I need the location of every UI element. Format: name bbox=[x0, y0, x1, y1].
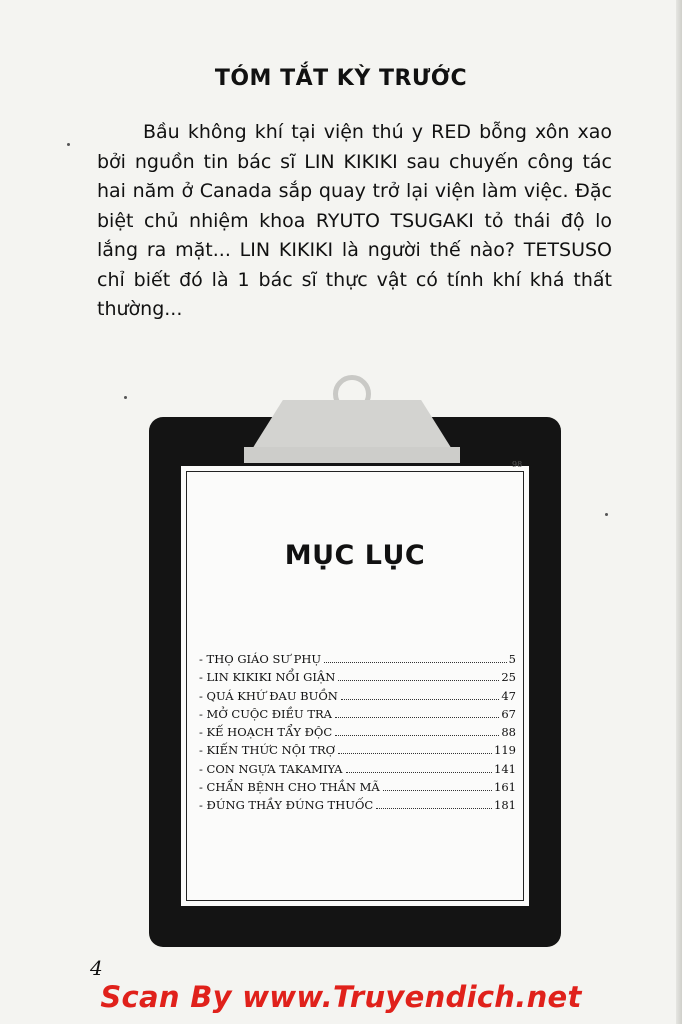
toc-item bbox=[199, 670, 516, 688]
toc-leader bbox=[346, 772, 493, 773]
toc-leader bbox=[383, 790, 492, 791]
toc-item-label: - KIẾN THỨC NỘI TRỢ bbox=[199, 743, 336, 758]
toc-leader bbox=[335, 717, 499, 718]
summary-text: Bầu không khí tại viện thú y RED bỗng xôn xao bởi nguồn tin bác sĩ LIN KIKIKI sau chuyến công tác hai năm ở Canada sắp quay trở lại viện làm việc. Đặc biệt chủ nhiệm khoa RYUTO TSUGAKI tỏ thái độ lo lắng ra mặt... LIN KIKIKI là người thế nào? TETSUSO chỉ biết đó là 1 bác sĩ thực vật có tính khí khá thất thường... bbox=[97, 121, 612, 320]
toc-item-page: 161 bbox=[494, 780, 516, 795]
toc-item-label: - MỞ CUỘC ĐIỀU TRA bbox=[199, 706, 332, 721]
toc-item-label: - ĐÚNG THẦY ĐÚNG THUỐC bbox=[199, 798, 374, 813]
toc-item-label: - QUÁ KHỨ ĐAU BUỒN bbox=[199, 688, 338, 703]
toc-item bbox=[199, 798, 516, 816]
toc-item bbox=[199, 689, 516, 707]
toc-item-page: 181 bbox=[494, 798, 516, 813]
toc-item-page: 67 bbox=[501, 706, 516, 721]
toc-item-label: - CHẨN BỆNH CHO THẦN MÃ bbox=[199, 780, 380, 795]
toc-page-ref: 98 bbox=[512, 460, 523, 469]
toc-item-label: - CON NGỰA TAKAMIYA bbox=[199, 761, 343, 776]
page-number: 4 bbox=[90, 956, 103, 980]
toc-leader bbox=[341, 699, 500, 700]
toc-leader bbox=[376, 808, 492, 809]
toc-list bbox=[199, 652, 516, 817]
toc-item bbox=[199, 743, 516, 761]
toc-item bbox=[199, 762, 516, 780]
toc-item-label: - KẾ HOẠCH TẨY ĐỘC bbox=[199, 725, 333, 740]
toc-leader bbox=[338, 680, 499, 681]
clipboard-clip-band bbox=[244, 447, 460, 463]
toc-item-label: - THỌ GIÁO SƯ PHỤ bbox=[199, 652, 322, 666]
toc-item-page: 88 bbox=[501, 725, 516, 740]
toc-item bbox=[199, 780, 516, 798]
page-edge bbox=[676, 0, 682, 1024]
toc-item-label: - LIN KIKIKI NỔI GIẬN bbox=[199, 670, 336, 685]
toc-title: MỤC LỤC bbox=[284, 540, 426, 571]
toc-item bbox=[199, 707, 516, 725]
toc-item bbox=[199, 652, 516, 670]
dust-speck bbox=[67, 143, 70, 146]
toc-leader bbox=[324, 662, 507, 663]
dust-speck bbox=[605, 513, 608, 516]
toc-item-page: 5 bbox=[508, 652, 516, 666]
toc-leader bbox=[338, 753, 492, 754]
toc-item bbox=[199, 725, 516, 743]
scan-credit: Scan By www.Truyendich.net bbox=[100, 980, 582, 1014]
toc-item-page: 47 bbox=[501, 688, 516, 703]
toc-item-page: 141 bbox=[494, 761, 516, 776]
toc-item-page: 25 bbox=[501, 670, 516, 685]
dust-speck bbox=[124, 396, 127, 399]
summary-title: TÓM TẮT KỲ TRƯỚC bbox=[214, 66, 468, 91]
toc-item-page: 119 bbox=[494, 743, 516, 758]
toc-leader bbox=[335, 735, 499, 736]
